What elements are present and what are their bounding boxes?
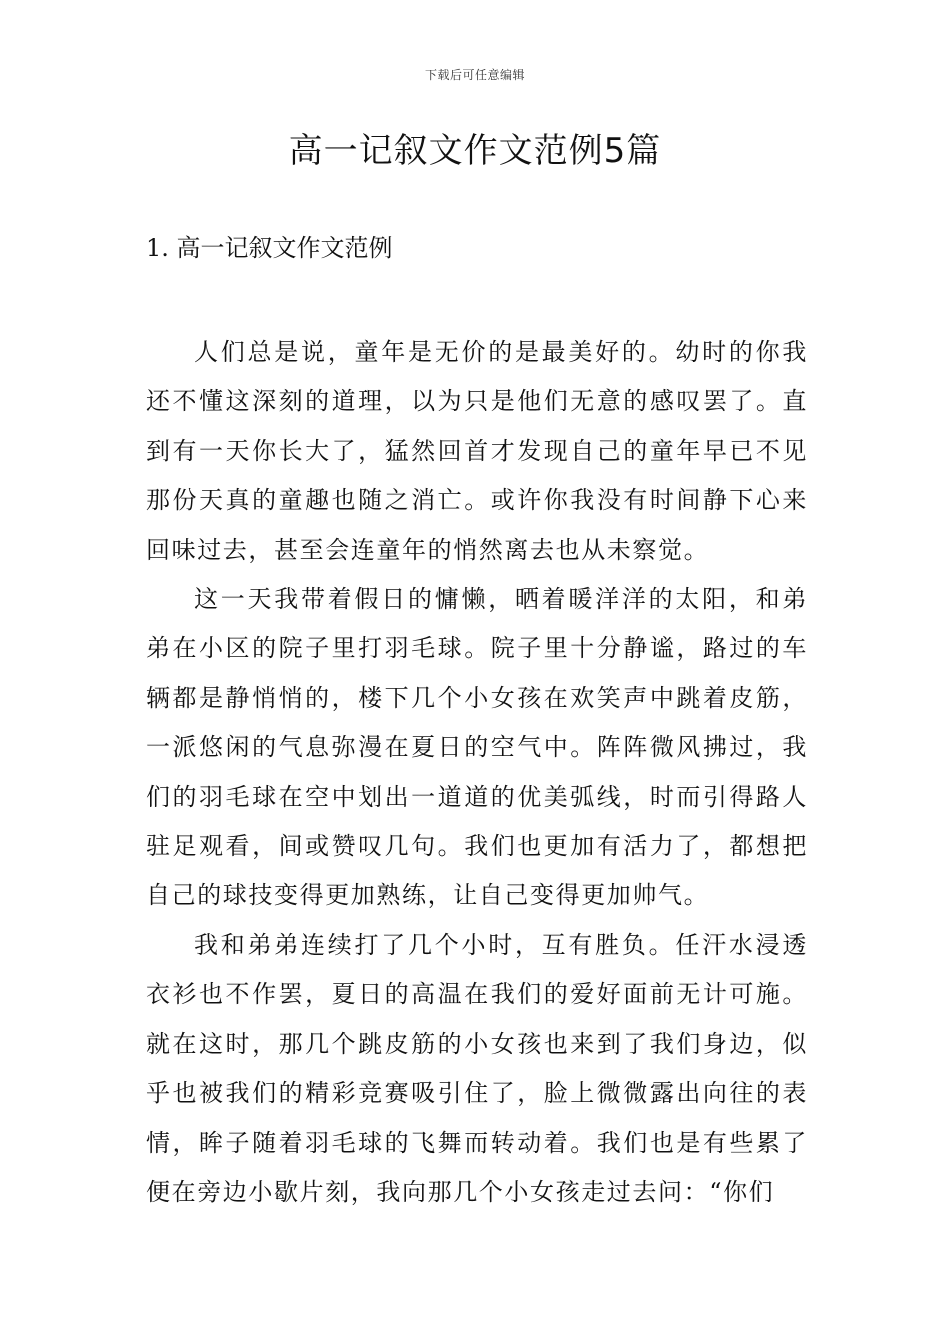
body-text <box>146 328 808 1217</box>
header-note: 下载后可任意编辑 <box>424 68 525 82</box>
document-title: 高一记叙文作文范例5篇 <box>288 131 662 171</box>
paragraph-2: 这一天我带着假日的慵懒，晒着暖洋洋的太阳，和弟弟在小区的院子里打羽毛球。院子里十分静谧，路过的车辆都是静悄悄的，楼下几个小女孩在欢笑声中跳着皮筋，一派悠闲的气息弥漫在夏日的空气中。阵阵微风拂过，我们的羽毛球在空中划出一道道的优美弧线，时而引得路人驻足观看，间或赞叹几句。我们也更加有活力了，都想把自己的球技变得更加熟练，让自己变得更加帅气。 <box>146 585 808 910</box>
paragraph-3: 我和弟弟连续打了几个小时，互有胜负。任汗水浸透衣衫也不作罢，夏日的高温在我们的爱好面前无计可施。就在这时，那几个跳皮筋的小女孩也来到了我们身边，似乎也被我们的精彩竞赛吸引住了，脸上微微露出向往的表情，眸子随着羽毛球的飞舞而转动着。我们也是有些累了便在旁边小歇片刻，我向那几个小女孩走过去问：“你们 <box>146 930 808 1206</box>
paragraph-1: 人们总是说，童年是无价的是最美好的。幼时的你我还不懂这深刻的道理，以为只是他们无意的感叹罢了。直到有一天你长大了，猛然回首才发现自己的童年早已不见那份天真的童趣也随之消亡。或许你我没有时间静下心来回味过去，甚至会连童年的悄然离去也从未察觉。 <box>146 338 808 564</box>
section-heading: 1. 高一记叙文作文范例 <box>146 234 393 262</box>
